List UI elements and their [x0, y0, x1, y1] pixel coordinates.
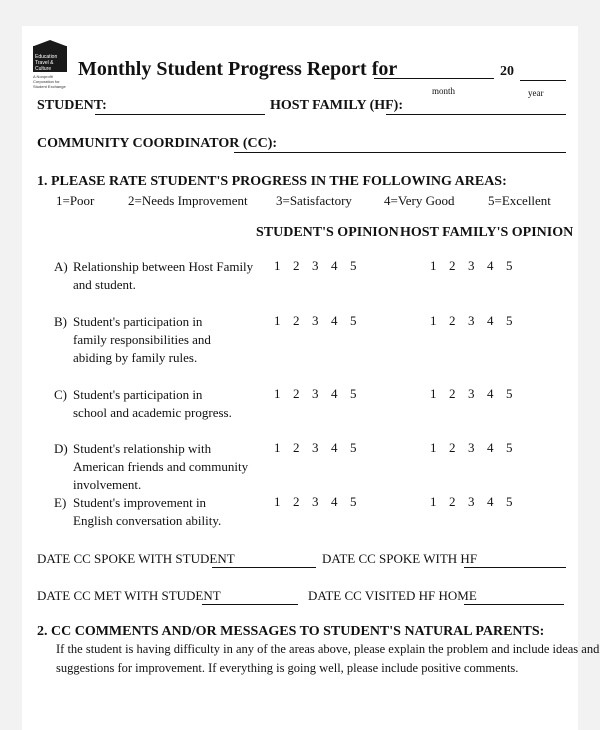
date-visited-hf-field[interactable]: [464, 604, 564, 605]
rating-2[interactable]: 2: [449, 313, 456, 328]
item-letter: D): [54, 441, 68, 456]
host-rating-b[interactable]: [430, 313, 525, 329]
rating-5[interactable]: 5: [506, 386, 513, 401]
rating-2[interactable]: 2: [449, 440, 456, 455]
host-rating-c[interactable]: [430, 386, 525, 402]
rating-4[interactable]: 4: [331, 440, 338, 455]
col-host-opinion: HOST FAMILY'S OPINION: [400, 225, 574, 240]
rating-3[interactable]: 3: [312, 440, 319, 455]
date-met-student-label: DATE CC MET WITH STUDENT: [37, 588, 221, 603]
rating-4[interactable]: 4: [331, 386, 338, 401]
coordinator-label: COMMUNITY COORDINATOR (CC):: [37, 136, 278, 151]
host-rating-e[interactable]: [430, 494, 525, 510]
host-family-field[interactable]: [386, 114, 566, 115]
rating-1[interactable]: 1: [430, 313, 437, 328]
rating-1[interactable]: 1: [274, 386, 281, 401]
item-letter: A): [54, 259, 68, 274]
rating-3[interactable]: 3: [312, 494, 319, 509]
rating-3[interactable]: 3: [468, 386, 475, 401]
host-rating-d[interactable]: [430, 440, 525, 456]
coordinator-field[interactable]: [234, 152, 566, 153]
rating-1[interactable]: 1: [430, 386, 437, 401]
student-field[interactable]: [95, 114, 265, 115]
rating-5[interactable]: 5: [350, 313, 357, 328]
rating-5[interactable]: 5: [350, 440, 357, 455]
rating-4[interactable]: 4: [331, 313, 338, 328]
section2-heading: 2. CC COMMENTS AND/OR MESSAGES TO STUDENT'S NATURAL PARENTS:: [37, 624, 545, 639]
section1-heading: 1. PLEASE RATE STUDENT'S PROGRESS IN THE FOLLOWING AREAS:: [37, 174, 507, 189]
rating-2[interactable]: 2: [293, 258, 300, 273]
page-title: Monthly Student Progress Report for: [78, 58, 398, 80]
scale-needs-improvement: 2=Needs Improvement: [128, 193, 248, 208]
student-rating-a[interactable]: [274, 258, 369, 274]
year-prefix: 20: [500, 64, 514, 79]
date-visited-hf-label: DATE CC VISITED HF HOME: [308, 588, 477, 603]
date-spoke-hf-label: DATE CC SPOKE WITH HF: [322, 551, 478, 566]
rating-3[interactable]: 3: [468, 440, 475, 455]
scale-poor: 1=Poor: [56, 193, 95, 208]
rating-5[interactable]: 5: [506, 258, 513, 273]
year-caption: year: [528, 88, 544, 98]
rating-1[interactable]: 1: [274, 440, 281, 455]
rating-5[interactable]: 5: [350, 386, 357, 401]
rating-3[interactable]: 3: [468, 313, 475, 328]
report-page: [22, 26, 600, 730]
host-rating-a[interactable]: [430, 258, 525, 274]
date-spoke-student-field[interactable]: [212, 567, 316, 568]
rating-3[interactable]: 3: [312, 258, 319, 273]
host-family-label: HOST FAMILY (HF):: [270, 98, 404, 113]
item-text: Student's improvement in English conversation ability.: [73, 495, 222, 528]
student-rating-b[interactable]: [274, 313, 369, 329]
rating-2[interactable]: 2: [449, 258, 456, 273]
rating-5[interactable]: 5: [506, 440, 513, 455]
rating-3[interactable]: 3: [312, 386, 319, 401]
rating-4[interactable]: 4: [487, 440, 494, 455]
rating-5[interactable]: 5: [350, 494, 357, 509]
rating-1[interactable]: 1: [430, 440, 437, 455]
rating-1[interactable]: 1: [274, 494, 281, 509]
rating-4[interactable]: 4: [487, 494, 494, 509]
rating-2[interactable]: 2: [293, 386, 300, 401]
student-rating-c[interactable]: [274, 386, 369, 402]
item-text: Relationship between Host Family and student.: [73, 259, 254, 292]
month-caption: month: [432, 86, 456, 96]
year-field[interactable]: [520, 80, 566, 81]
logo-text: Education Travel & Culture: [33, 46, 67, 72]
rating-3[interactable]: 3: [468, 258, 475, 273]
scale-excellent: 5=Excellent: [488, 193, 551, 208]
rating-1[interactable]: 1: [430, 258, 437, 273]
section2-instructions-line1: If the student is having difficulty in any of the areas above, please explain the problem and include ideas and: [56, 642, 600, 656]
scale-satisfactory: 3=Satisfactory: [276, 193, 352, 208]
rating-1[interactable]: 1: [274, 258, 281, 273]
student-label: STUDENT:: [37, 98, 107, 113]
item-letter: B): [54, 314, 67, 329]
rating-1[interactable]: 1: [430, 494, 437, 509]
rating-2[interactable]: 2: [293, 440, 300, 455]
rating-2[interactable]: 2: [293, 494, 300, 509]
rating-2[interactable]: 2: [293, 313, 300, 328]
rating-2[interactable]: 2: [449, 494, 456, 509]
rating-5[interactable]: 5: [506, 313, 513, 328]
item-letter: C): [54, 387, 67, 402]
rating-4[interactable]: 4: [331, 258, 338, 273]
student-rating-d[interactable]: [274, 440, 369, 456]
rating-5[interactable]: 5: [350, 258, 357, 273]
rating-4[interactable]: 4: [487, 258, 494, 273]
rating-4[interactable]: 4: [487, 386, 494, 401]
rating-3[interactable]: 3: [312, 313, 319, 328]
rating-4[interactable]: 4: [331, 494, 338, 509]
rating-3[interactable]: 3: [468, 494, 475, 509]
col-student-opinion: STUDENT'S OPINION: [256, 225, 399, 240]
organization-logo: [33, 46, 67, 98]
rating-2[interactable]: 2: [449, 386, 456, 401]
rating-4[interactable]: 4: [487, 313, 494, 328]
scale-very-good: 4=Very Good: [384, 193, 455, 208]
item-text: Student's relationship with American friends and community involvement.: [73, 441, 249, 492]
student-rating-e[interactable]: [274, 494, 369, 510]
rating-1[interactable]: 1: [274, 313, 281, 328]
item-text: Student's participation in school and academic progress.: [73, 387, 232, 420]
rating-5[interactable]: 5: [506, 494, 513, 509]
item-text: Student's participation in family responsibilities and abiding by family rules.: [73, 314, 211, 365]
month-field[interactable]: [374, 78, 494, 79]
date-spoke-student-label: DATE CC SPOKE WITH STUDENT: [37, 551, 235, 566]
logo-subtext: A Nonprofit Corporation for Student Exchange: [33, 74, 66, 89]
date-spoke-hf-field[interactable]: [464, 567, 566, 568]
section2-instructions-line2: suggestions for improvement. If everything is going well, please include positive comments.: [56, 661, 519, 675]
item-letter: E): [54, 495, 67, 510]
date-met-student-field[interactable]: [202, 604, 298, 605]
